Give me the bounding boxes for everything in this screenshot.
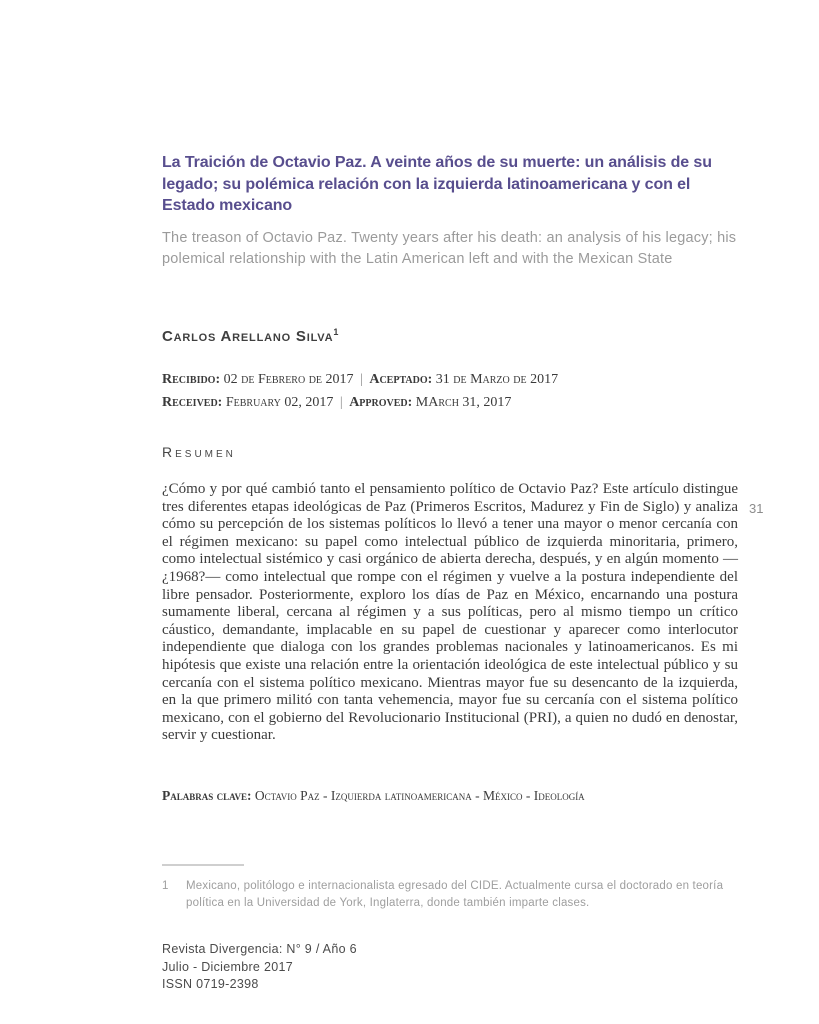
received-en-value: February 02, 2017	[225, 395, 334, 410]
keywords-line	[162, 788, 738, 804]
journal-issn-line: ISSN 0719-2398	[162, 977, 259, 991]
article-title-es: La Traición de Octavio Paz. A veinte años de su muerte: un análisis de su legado; su polémica relación con la izquierda latinoamericana y con el Estado mexicano	[162, 154, 712, 214]
footnote-number: 1	[162, 880, 169, 892]
journal-period-line: Julio - Diciembre 2017	[162, 959, 293, 974]
dates-separator: |	[360, 372, 363, 387]
footnote-divider	[162, 864, 244, 866]
dates-line-es	[162, 368, 738, 391]
received-es-label: Recibido:	[162, 372, 221, 387]
accepted-es-value: 31 de Marzo de 2017	[435, 372, 559, 387]
author-footnote-ref: 1	[333, 327, 340, 337]
keywords-label: Palabras clave:	[162, 788, 252, 803]
approved-en-label: Approved:	[349, 395, 413, 410]
received-es-value: 02 de Febrero de 2017	[223, 372, 354, 387]
accepted-es-label: Aceptado:	[369, 372, 433, 387]
abstract-heading: Resumen	[162, 444, 236, 460]
journal-footer	[162, 941, 738, 994]
author-byline	[162, 327, 738, 345]
abstract-text: ¿Cómo y por qué cambió tanto el pensamiento político de Octavio Paz? Este artículo distingue tres diferentes etapas ideológicas de Paz (Primeros Escritos, Madurez y Fin de Siglo) y analiza cómo su percepción de los sistemas políticos lo llevó a tener una mayor o menor cercanía con el régimen mexicano: su papel como intelectual público de izquierda minoritaria, primero, como intelectual sistémico y casi orgánico de abierta derecha, después, y en algún momento —¿1968?— como intelectual que rompe con el régimen y vuelve a la postura independiente del libre pensador. Posteriormente, exploro los días de Paz en México, encarnando una postura sumamente liberal, cercana al régimen y a sus políticas, pero al mismo tiempo un crítico cáustico, demandante, implacable en su papel de cuestionar y aparecer como interlocutor independiente que dialoga con los grandes problemas nacionales y latinoamericanos. Es mi hipótesis que existe una relación entre la orientación ideológica de este intelectual público y su cercanía con el sistema político mexicano. Mientras mayor fue su desencanto de la izquierda, en la que primero militó con tanta vehemencia, mayor fue su cercanía con el sistema político mexicano, con el gobierno del Revolucionario Institucional (PRI), a quien no dudó en denostar, servir y cuestionar.	[162, 481, 738, 744]
footnote-text: Mexicano, politólogo e internacionalista egresado del CIDE. Actualmente cursa el doctorado en teoría política en la Universidad de York, Inglaterra, donde también imparte clases.	[186, 880, 724, 909]
footnote	[162, 878, 738, 912]
approved-en-value: MArch 31, 2017	[415, 395, 512, 410]
author-name: Carlos Arellano Silva	[162, 328, 334, 345]
received-en-label: Received:	[162, 395, 223, 410]
page-number: 31	[749, 501, 764, 516]
keywords-value: Octavio Paz - Izquierda latinoamericana - México - Ideología	[254, 788, 585, 803]
dates-block	[162, 368, 738, 414]
dates-line-en	[162, 391, 738, 414]
journal-issue-line: Revista Divergencia: N° 9 / Año 6	[162, 942, 357, 956]
article-title-en: The treason of Octavio Paz. Twenty years after his death: an analysis of his legacy; his polemical relationship with the Latin American left and with the Mexican State	[162, 230, 737, 267]
dates-separator: |	[339, 395, 343, 410]
